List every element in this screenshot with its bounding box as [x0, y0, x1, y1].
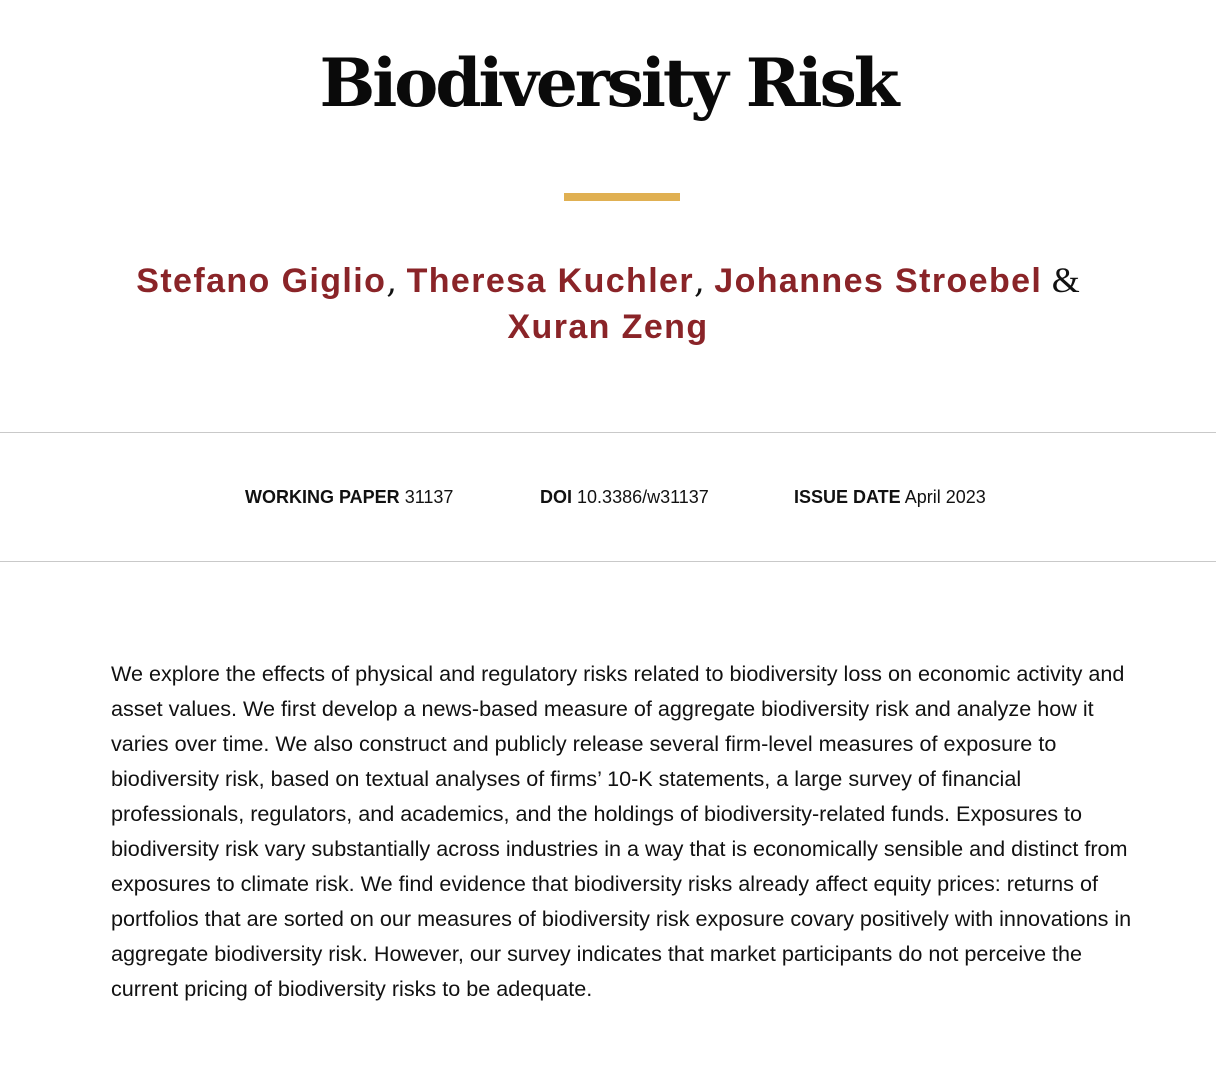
- meta-top-divider: [0, 432, 1216, 433]
- issue-date-label: ISSUE DATE: [794, 487, 901, 507]
- working-paper-number: 31137: [404, 487, 454, 507]
- meta-bottom-divider: [0, 561, 1216, 562]
- title-accent-divider: [564, 193, 680, 201]
- author-separator: ,: [694, 261, 705, 301]
- author-list: [100, 257, 1116, 350]
- doi-meta: [540, 484, 709, 510]
- doi-value: 10.3386/w31137: [577, 487, 709, 507]
- issue-date-value: April 2023: [904, 487, 986, 507]
- abstract-text: We explore the effects of physical and regulatory risks related to biodiversity loss on economic activity and asset values. We first develop a news-based measure of aggregate biodiversity risk and analyze how it varies over time. We also construct and publicly release several firm-level measures of exposure to biodiversity risk, based on textual analyses of firms’ 10-K statements, a large survey of financial professionals, regulators, and academics, and the holdings of biodiversity-related funds. Exposures to biodiversity risk vary substantially across industries in a way that is economically sensible and distinct from exposures to climate risk. We find evidence that biodiversity risks already affect equity prices: returns of portfolios that are sorted on our measures of biodiversity risk exposure covary positively with innovations in aggregate biodiversity risk. However, our survey indicates that market participants do not perceive the current pricing of biodiversity risks to be adequate.: [111, 661, 1132, 1001]
- author-conjunction: &: [1051, 260, 1080, 300]
- working-paper-label: WORKING PAPER: [245, 487, 400, 507]
- author-link-stefano-giglio[interactable]: Stefano Giglio: [136, 262, 387, 300]
- author-separator: ,: [386, 261, 398, 301]
- author-link-johannes-stroebel[interactable]: Johannes Stroebel: [714, 262, 1043, 300]
- issue-date-meta: [794, 484, 986, 510]
- doi-label: DOI: [540, 487, 573, 507]
- paper-title: Biodiversity Risk: [319, 44, 897, 122]
- working-paper-meta: [245, 484, 453, 510]
- author-link-xuran-zeng[interactable]: Xuran Zeng: [507, 308, 709, 346]
- author-link-theresa-kuchler[interactable]: Theresa Kuchler: [406, 262, 695, 300]
